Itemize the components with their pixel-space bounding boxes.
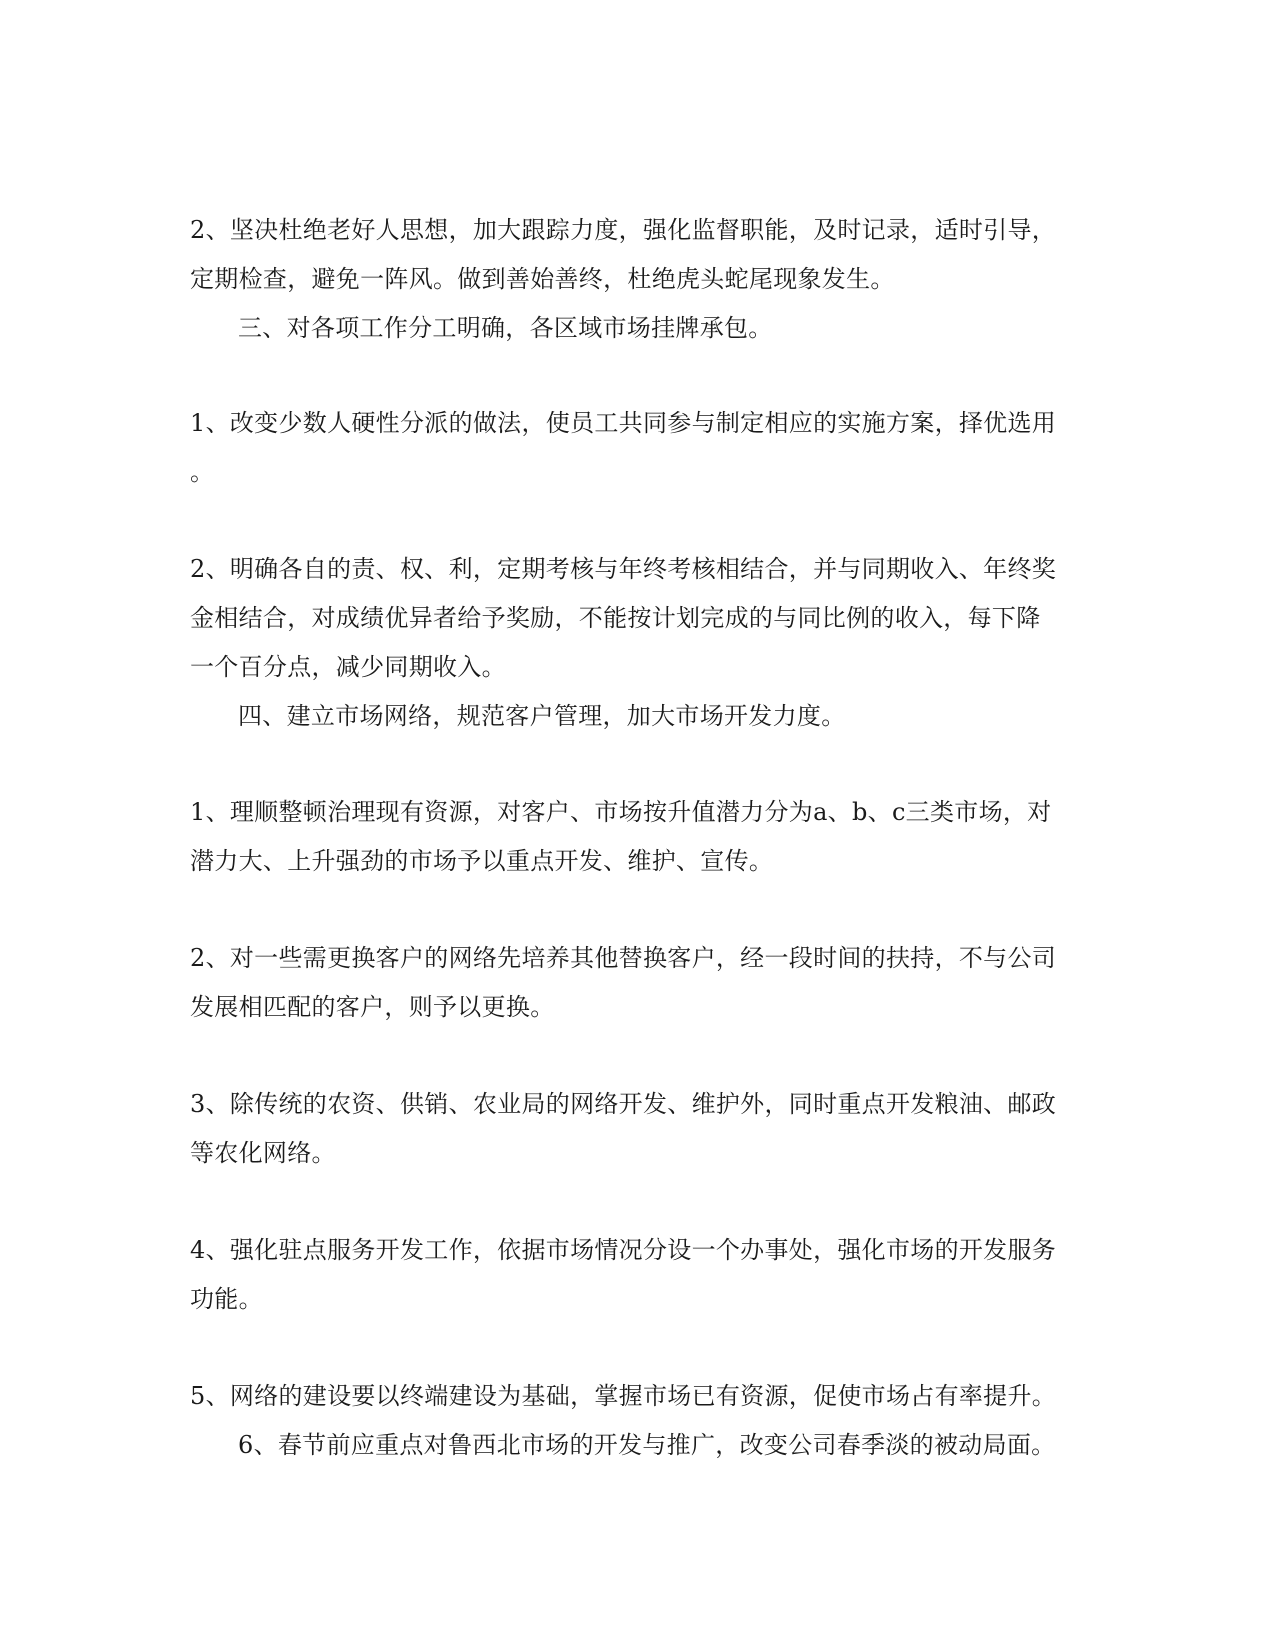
text-line: 1、理顺整顿治理现有资源，对客户、市场按升值潜力分为a、b、c三类市场，对 [190,798,1052,826]
text-line: 一个百分点，减少同期收入。 [190,653,506,681]
text-line: 金相结合，对成绩优异者给予奖励，不能按计划完成的与同比例的收入，每下降 [190,604,1041,632]
text-line: 等农化网络。 [190,1139,336,1167]
text-line: 2、坚决杜绝老好人思想，加大跟踪力度，强化监督职能，及时记录，适时引导， [190,216,1057,244]
text-line: 6、春节前应重点对鲁西北市场的开发与推广，改变公司春季淡的被动局面。 [238,1431,1056,1459]
text-line: 4、强化驻点服务开发工作，依据市场情况分设一个办事处，强化市场的开发服务 [190,1236,1057,1264]
text-line: 5、网络的建设要以终端建设为基础，掌握市场已有资源，促使市场占有率提升。 [190,1382,1057,1410]
text-line: 2、对一些需更换客户的网络先培养其他替换客户，经一段时间的扶持，不与公司 [190,944,1057,972]
text-line: 发展相匹配的客户，则予以更换。 [190,993,555,1021]
text-line: 3、除传统的农资、供销、农业局的网络开发、维护外，同时重点开发粮油、邮政 [190,1090,1057,1118]
section-heading: 三、对各项工作分工明确，各区域市场挂牌承包。 [238,314,773,342]
text-line: 定期检查，避免一阵风。做到善始善终，杜绝虎头蛇尾现象发生。 [190,265,895,293]
text-line: 功能。 [190,1285,263,1313]
text-line: 2、明确各自的责、权、利，定期考核与年终考核相结合，并与同期收入、年终奖 [190,555,1057,583]
section-heading: 四、建立市场网络，规范客户管理，加大市场开发力度。 [238,702,846,730]
text-line: 。 [190,458,215,486]
text-line: 潜力大、上升强劲的市场予以重点开发、维护、宣传。 [190,847,774,875]
text-line: 1、改变少数人硬性分派的做法，使员工共同参与制定相应的实施方案，择优选用 [190,409,1057,437]
